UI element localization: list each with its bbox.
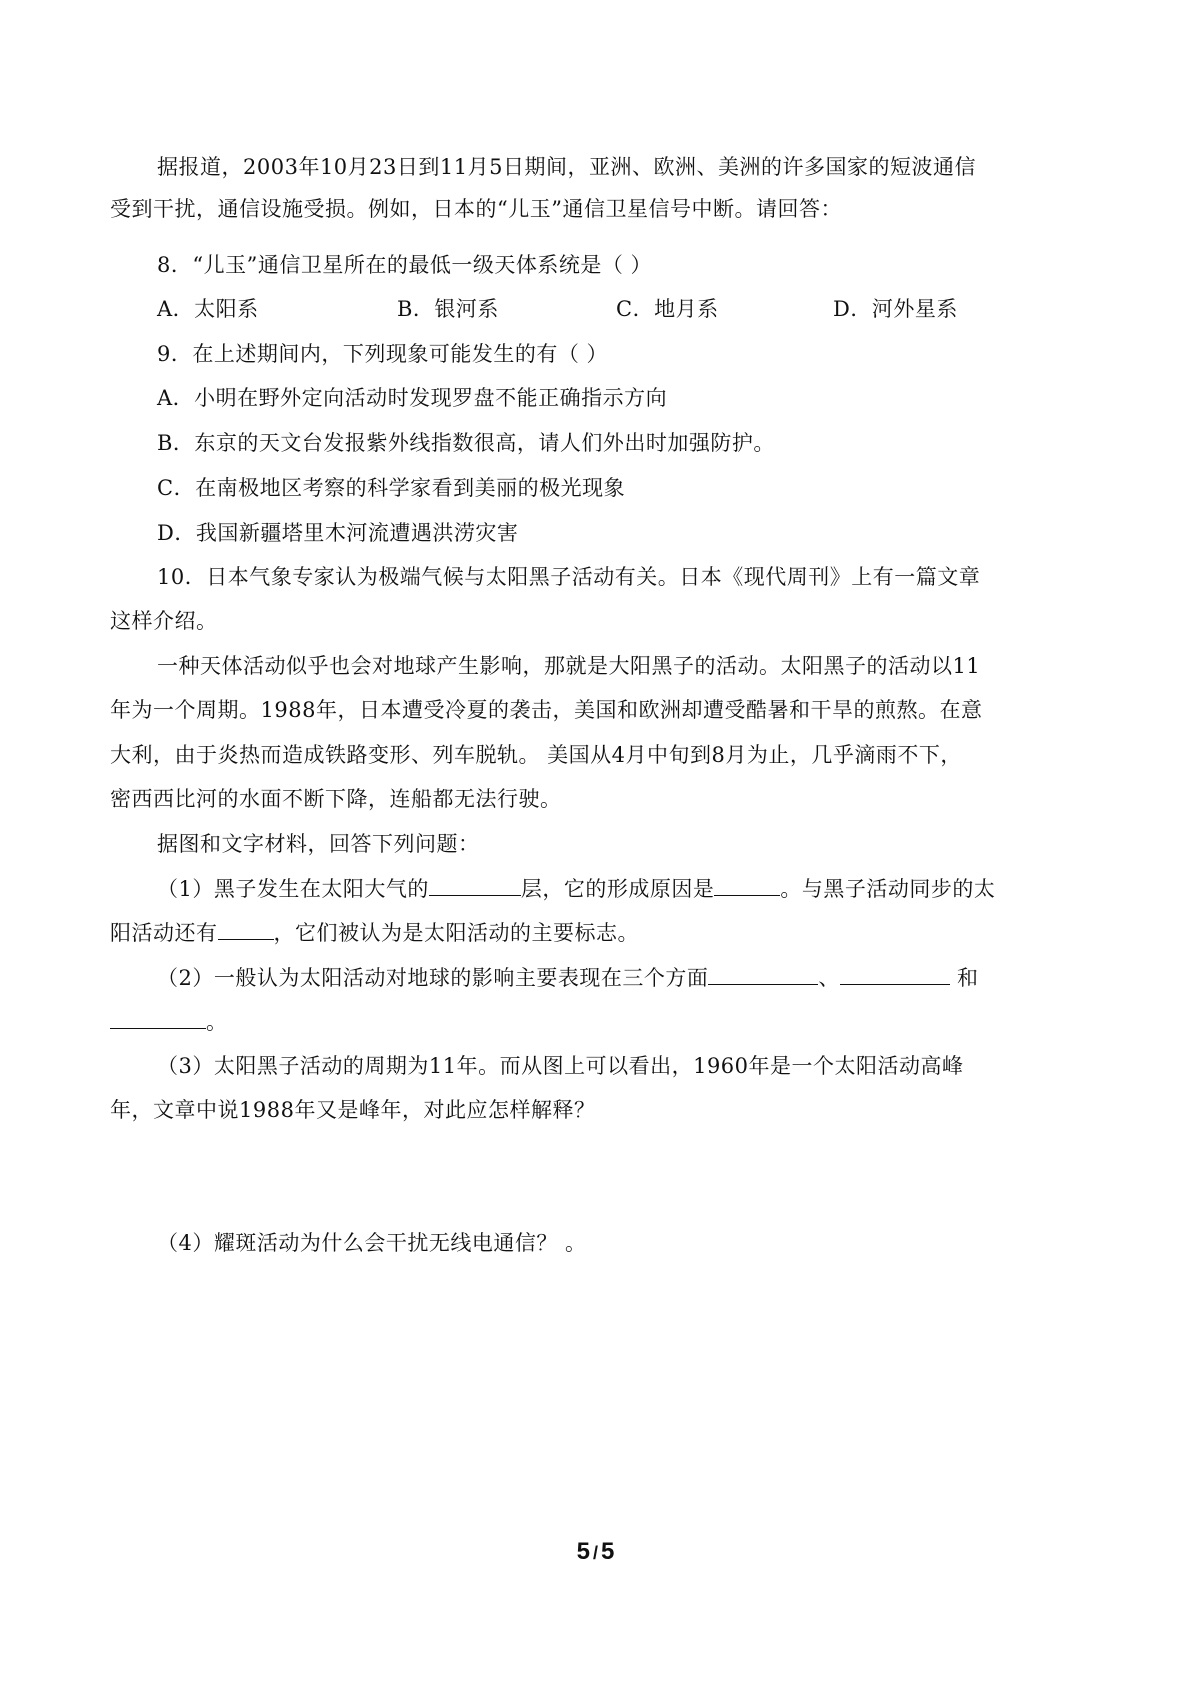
sub-question-1-text-e: ，它们被认为是太阳活动的主要标志。 xyxy=(273,921,639,945)
sub-question-2-text-a: （2）一般认为太阳活动对地球的影响主要表现在三个方面 xyxy=(157,966,709,990)
page-number-separator: / xyxy=(592,1543,598,1563)
passage-line-1: 一种天体活动似乎也会对地球产生影响，那就是大阳黑子的活动。太阳黑子的活动以11 xyxy=(157,654,981,678)
sub-question-1-text-d: 阳活动还有 xyxy=(110,921,218,945)
sub-question-1-line-2 xyxy=(110,917,639,948)
intro-line-2: 受到干扰，通信设施受损。例如，日本的“儿玉”通信卫星信号中断。请回答： xyxy=(110,197,842,221)
sub-question-4: （4）耀斑活动为什么会干扰无线电通信？ 。 xyxy=(157,1231,587,1255)
question-9-option-a: A．小明在野外定向活动时发现罗盘不能正确指示方向 xyxy=(157,386,668,410)
question-8-option-d: D．河外星系 xyxy=(833,297,958,321)
sub-question-2-text-d: 。 xyxy=(206,1010,228,1034)
answer-blank-effect-3[interactable] xyxy=(110,1006,206,1029)
question-9-stem: 9．在上述期间内，下列现象可能发生的有（ ） xyxy=(157,342,609,366)
question-10-instruction: 据图和文字材料，回答下列问题： xyxy=(157,832,480,856)
page-number xyxy=(0,1537,1191,1568)
page-number-total: 5 xyxy=(601,1538,615,1565)
question-9-option-c: C．在南极地区考察的科学家看到美丽的极光现象 xyxy=(157,476,626,500)
passage-line-2: 年为一个周期。1988年，日本遭受冷夏的袭击，美国和欧洲却遭受酷暑和干旱的煎熬。在意 xyxy=(110,698,983,722)
sub-question-1-text-a: （1）黑子发生在太阳大气的 xyxy=(157,877,429,901)
answer-blank-activity[interactable] xyxy=(218,917,274,940)
sub-question-1-line-1 xyxy=(157,873,995,904)
sub-question-2-text-b: 、 xyxy=(818,966,840,990)
answer-blank-effect-2[interactable] xyxy=(840,962,950,985)
answer-blank-layer[interactable] xyxy=(429,873,521,896)
answer-blank-cause[interactable] xyxy=(714,873,780,896)
question-10-stem-line-1: 10．日本气象专家认为极端气候与太阳黑子活动有关。日本《现代周刊》上有一篇文章 xyxy=(157,565,981,589)
sub-question-2-line-1 xyxy=(157,962,979,993)
question-8-options xyxy=(157,294,1057,324)
sub-question-2-line-2 xyxy=(110,1006,228,1037)
question-10-stem-line-2: 这样介绍。 xyxy=(110,609,218,633)
sub-question-1-text-b: 层，它的形成原因是 xyxy=(520,877,715,901)
passage-line-3: 大利，由于炎热而造成铁路变形、列车脱轨。 美国从4月中旬到8月为止，几乎滴雨不下， xyxy=(110,743,962,767)
intro-line-1: 据报道，2003年10月23日到11月5日期间，亚洲、欧洲、美洲的许多国家的短波通信 xyxy=(157,155,976,179)
passage-line-4: 密西西比河的水面不断下降，连船都无法行驶。 xyxy=(110,787,562,811)
answer-blank-effect-1[interactable] xyxy=(708,962,818,985)
question-9-option-b: B．东京的天文台发报紫外线指数很高，请人们外出时加强防护。 xyxy=(157,431,775,455)
question-8-option-b: B．银河系 xyxy=(397,297,499,321)
question-8-stem: 8．“儿玉”通信卫星所在的最低一级天体系统是（ ） xyxy=(157,253,653,277)
question-9-option-d: D．我国新疆塔里木河流遭遇洪涝灾害 xyxy=(157,521,519,545)
sub-question-1-text-c: 。与黑子活动同步的太 xyxy=(780,877,996,901)
sub-question-2-text-c: 和 xyxy=(949,966,979,990)
question-8-option-c: C．地月系 xyxy=(616,297,719,321)
page-number-current: 5 xyxy=(576,1538,590,1565)
question-8-option-a: A．太阳系 xyxy=(157,297,259,321)
sub-question-3-line-1: （3）太阳黑子活动的周期为11年。而从图上可以看出，1960年是一个太阳活动高峰 xyxy=(157,1054,964,1078)
sub-question-3-line-2: 年，文章中说1988年又是峰年，对此应怎样解释？ xyxy=(110,1098,596,1122)
